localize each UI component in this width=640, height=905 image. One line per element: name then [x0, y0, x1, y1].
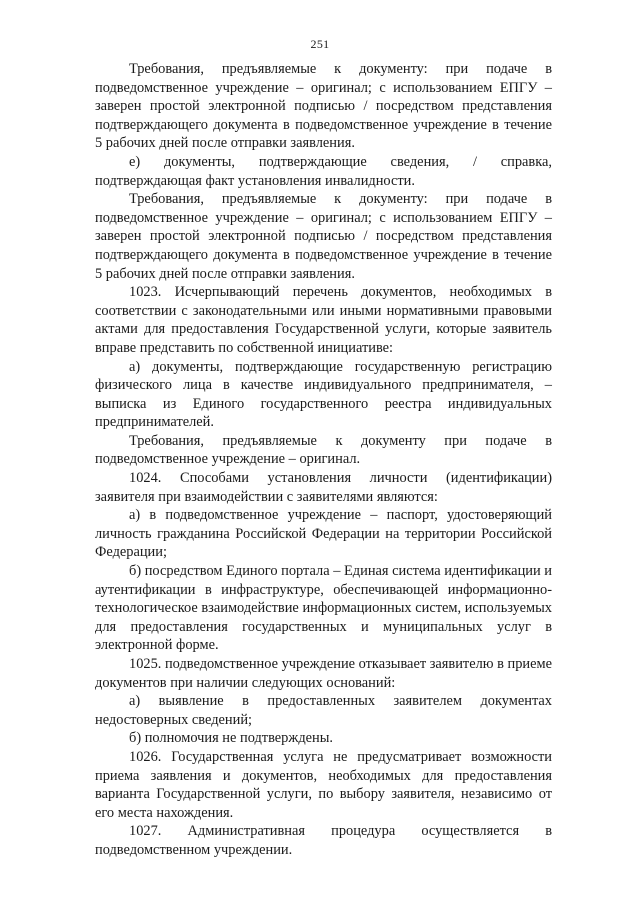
- requirements-paragraph-3: Требования, предъявляемые к документу при подаче в подведомственное учреждение – оригинал.: [95, 432, 552, 468]
- item-b-esia: б) посредством Единого портала – Единая система идентификации и аутентификации в инфраструктуре, обеспечивающей информационно-технологическое взаимодействие информационных систем, используемых для предоставления государственных и муниципальных услуг в электронной форме.: [95, 563, 552, 654]
- clause-1026: 1026. Государственная услуга не предусматривает возможности приема заявления и документов, необходимых для предоставления варианта Государственной услуги, по выбору заявителя, независимо от его места нахождения.: [95, 748, 552, 821]
- item-a-registration-documents: а) документы, подтверждающие государственную регистрацию физического лица в качестве индивидуального предпринимателя, – выписка из Единого государственного реестра индивидуальных предпринимателей.: [95, 358, 552, 431]
- page-number: 251: [310, 37, 330, 51]
- clause-1024: 1024. Способами установления личности (идентификации) заявителя при взаимодействии с заявителями являются:: [95, 470, 552, 505]
- item-e-disability-documents: е) документы, подтверждающие сведения, / справка, подтверждающая факт установления инвалидности.: [95, 153, 552, 189]
- item-a-false-information: а) выявление в предоставленных заявителем документах недостоверных сведений;: [95, 693, 552, 728]
- item-b-authority-not-confirmed: б) полномочия не подтверждены.: [129, 730, 333, 747]
- clause-1027: 1027. Административная процедура осуществляется в подведомственном учреждении.: [95, 823, 552, 858]
- clause-1025: 1025. подведомственное учреждение отказывает заявителю в приеме документов при наличии следующих оснований:: [95, 656, 552, 691]
- document-body: [95, 60, 552, 860]
- clause-1023: 1023. Исчерпывающий перечень документов, необходимых в соответствии с законодательными или иными нормативными правовыми актами для предоставления Государственной услуги, которые заявитель вправе представить по собственной инициативе:: [95, 284, 552, 356]
- requirements-paragraph-1: Требования, предъявляемые к документу: при подаче в подведомственное учреждение – оригинал; с использованием ЕПГУ – заверен простой электронной подписью / посредством представления подтверждающего документа в подведомственное учреждение в течение 5 рабочих дней после отправки заявления.: [95, 61, 552, 152]
- item-a-passport: а) в подведомственное учреждение – паспорт, удостоверяющий личность гражданина Российской Федерации на территории Российской Федерации;: [95, 507, 552, 561]
- requirements-paragraph-2: Требования, предъявляемые к документу: при подаче в подведомственное учреждение – оригинал; с использованием ЕПГУ – заверен простой электронной подписью / посредством представления подтверждающего документа в подведомственное учреждение в течение 5 рабочих дней после отправки заявления.: [95, 191, 552, 282]
